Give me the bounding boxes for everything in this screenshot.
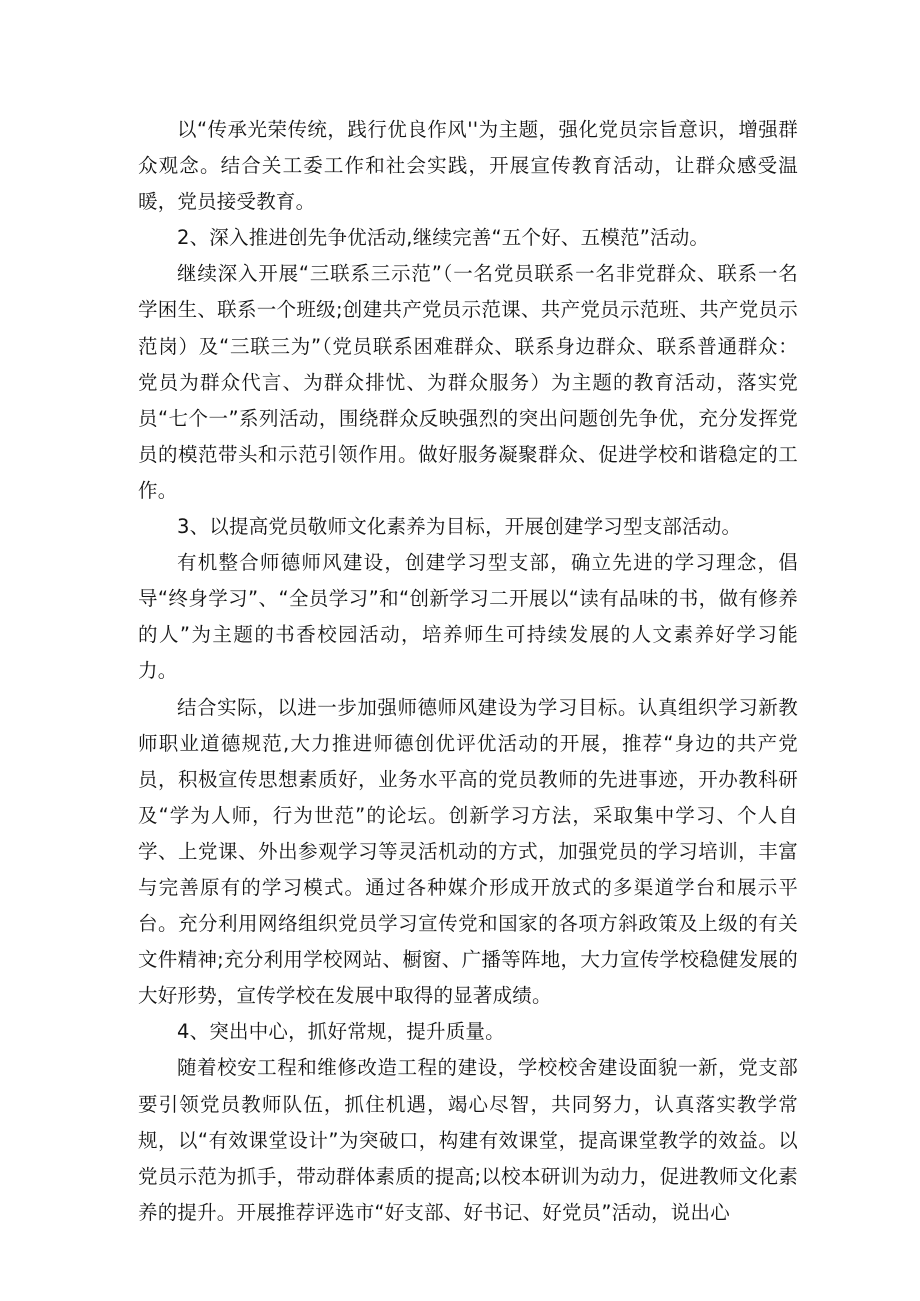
section-heading-3: 3、以提高党员敬师文化素养为目标，开展创建学习型支部活动。	[177, 515, 742, 539]
section-heading-4: 4、突出中心，抓好常规，提升质量。	[177, 1020, 505, 1044]
paragraph-teacher-ethics: 结合实际，以进一步加强师德师风建设为学习目标。认真组织学习新教师职业道德规范,大力推进师德创优评优活动的开展，推荐“身边的共产党员，积极宣传思想素质好，业务水平高的党员教师的先进事迹，开办教科研及“学为人师，行为世范”的论坛。创新学习方法，采取集中学习、个人自学、上党课、外出参观学习等灵活机动的方式，加强党员的学习培训，丰富与完善原有的学习模式。通过各种媒介形成开放式的多渠道学台和展示平台。充分利用网络组织党员学习宣传党和国家的各项方斜政策及上级的有关文件精神;充分利用学校网站、橱窗、广播等阵地，大力宣传学校稳健发展的大好形势，宣传学校在发展中取得的显著成绩。	[138, 695, 798, 1008]
paragraph-three-links: 继续深入开展“三联系三示范”（一名党员联系一名非党群众、联系一名学困生、联系一个班级;创建共产党员示范课、共产党员示范班、共产党员示范岗）及“三联三为”（党员联系困难群众、联系身边群众、联系普通群众：党员为群众代言、为群众排忧、为群众服务）为主题的教育活动，落实党员“七个一”系列活动，围绕群众反映强烈的突出问题创先争优，充分发挥党员的模范带头和示范引领作用。做好服务凝聚群众、促进学校和谐稳定的工作。	[138, 262, 798, 502]
paragraph-learning-branch: 有机整合师德师风建设，创建学习型支部，确立先进的学习理念，倡导“终身学习”、“全员学习”和“创新学习二开展以“读有品味的书，做有修养的人”为主题的书香校园活动，培养师生可持续发展的人文素养好学习能力。	[138, 551, 798, 683]
section-heading-2: 2、深入推进创先争优活动,继续完善“五个好、五模范”活动。	[177, 226, 710, 250]
paragraph-school-construction: 随着校安工程和维修改造工程的建设，学校校舍建设面貌一新，党支部要引领党员教师队伍，抓住机遇，竭心尽智，共同努力，认真落实教学常规，以“有效课堂设计”为突破口，构建有效课堂，提高课堂教学的效益。以党员示范为抓手，带动群体素质的提高;以校本研训为动力，促进教师文化素养的提升。开展推荐评选市“好支部、好书记、好党员”活动，说出心	[138, 1056, 798, 1224]
paragraph-theme-intro: 以“传承光荣传统，践行优良作风''为主题，强化党员宗旨意识，增强群众观念。结合关工委工作和社会实践，开展宣传教育活动，让群众感受温暖，党员接受教育。	[138, 118, 798, 214]
document-body	[138, 112, 798, 1231]
